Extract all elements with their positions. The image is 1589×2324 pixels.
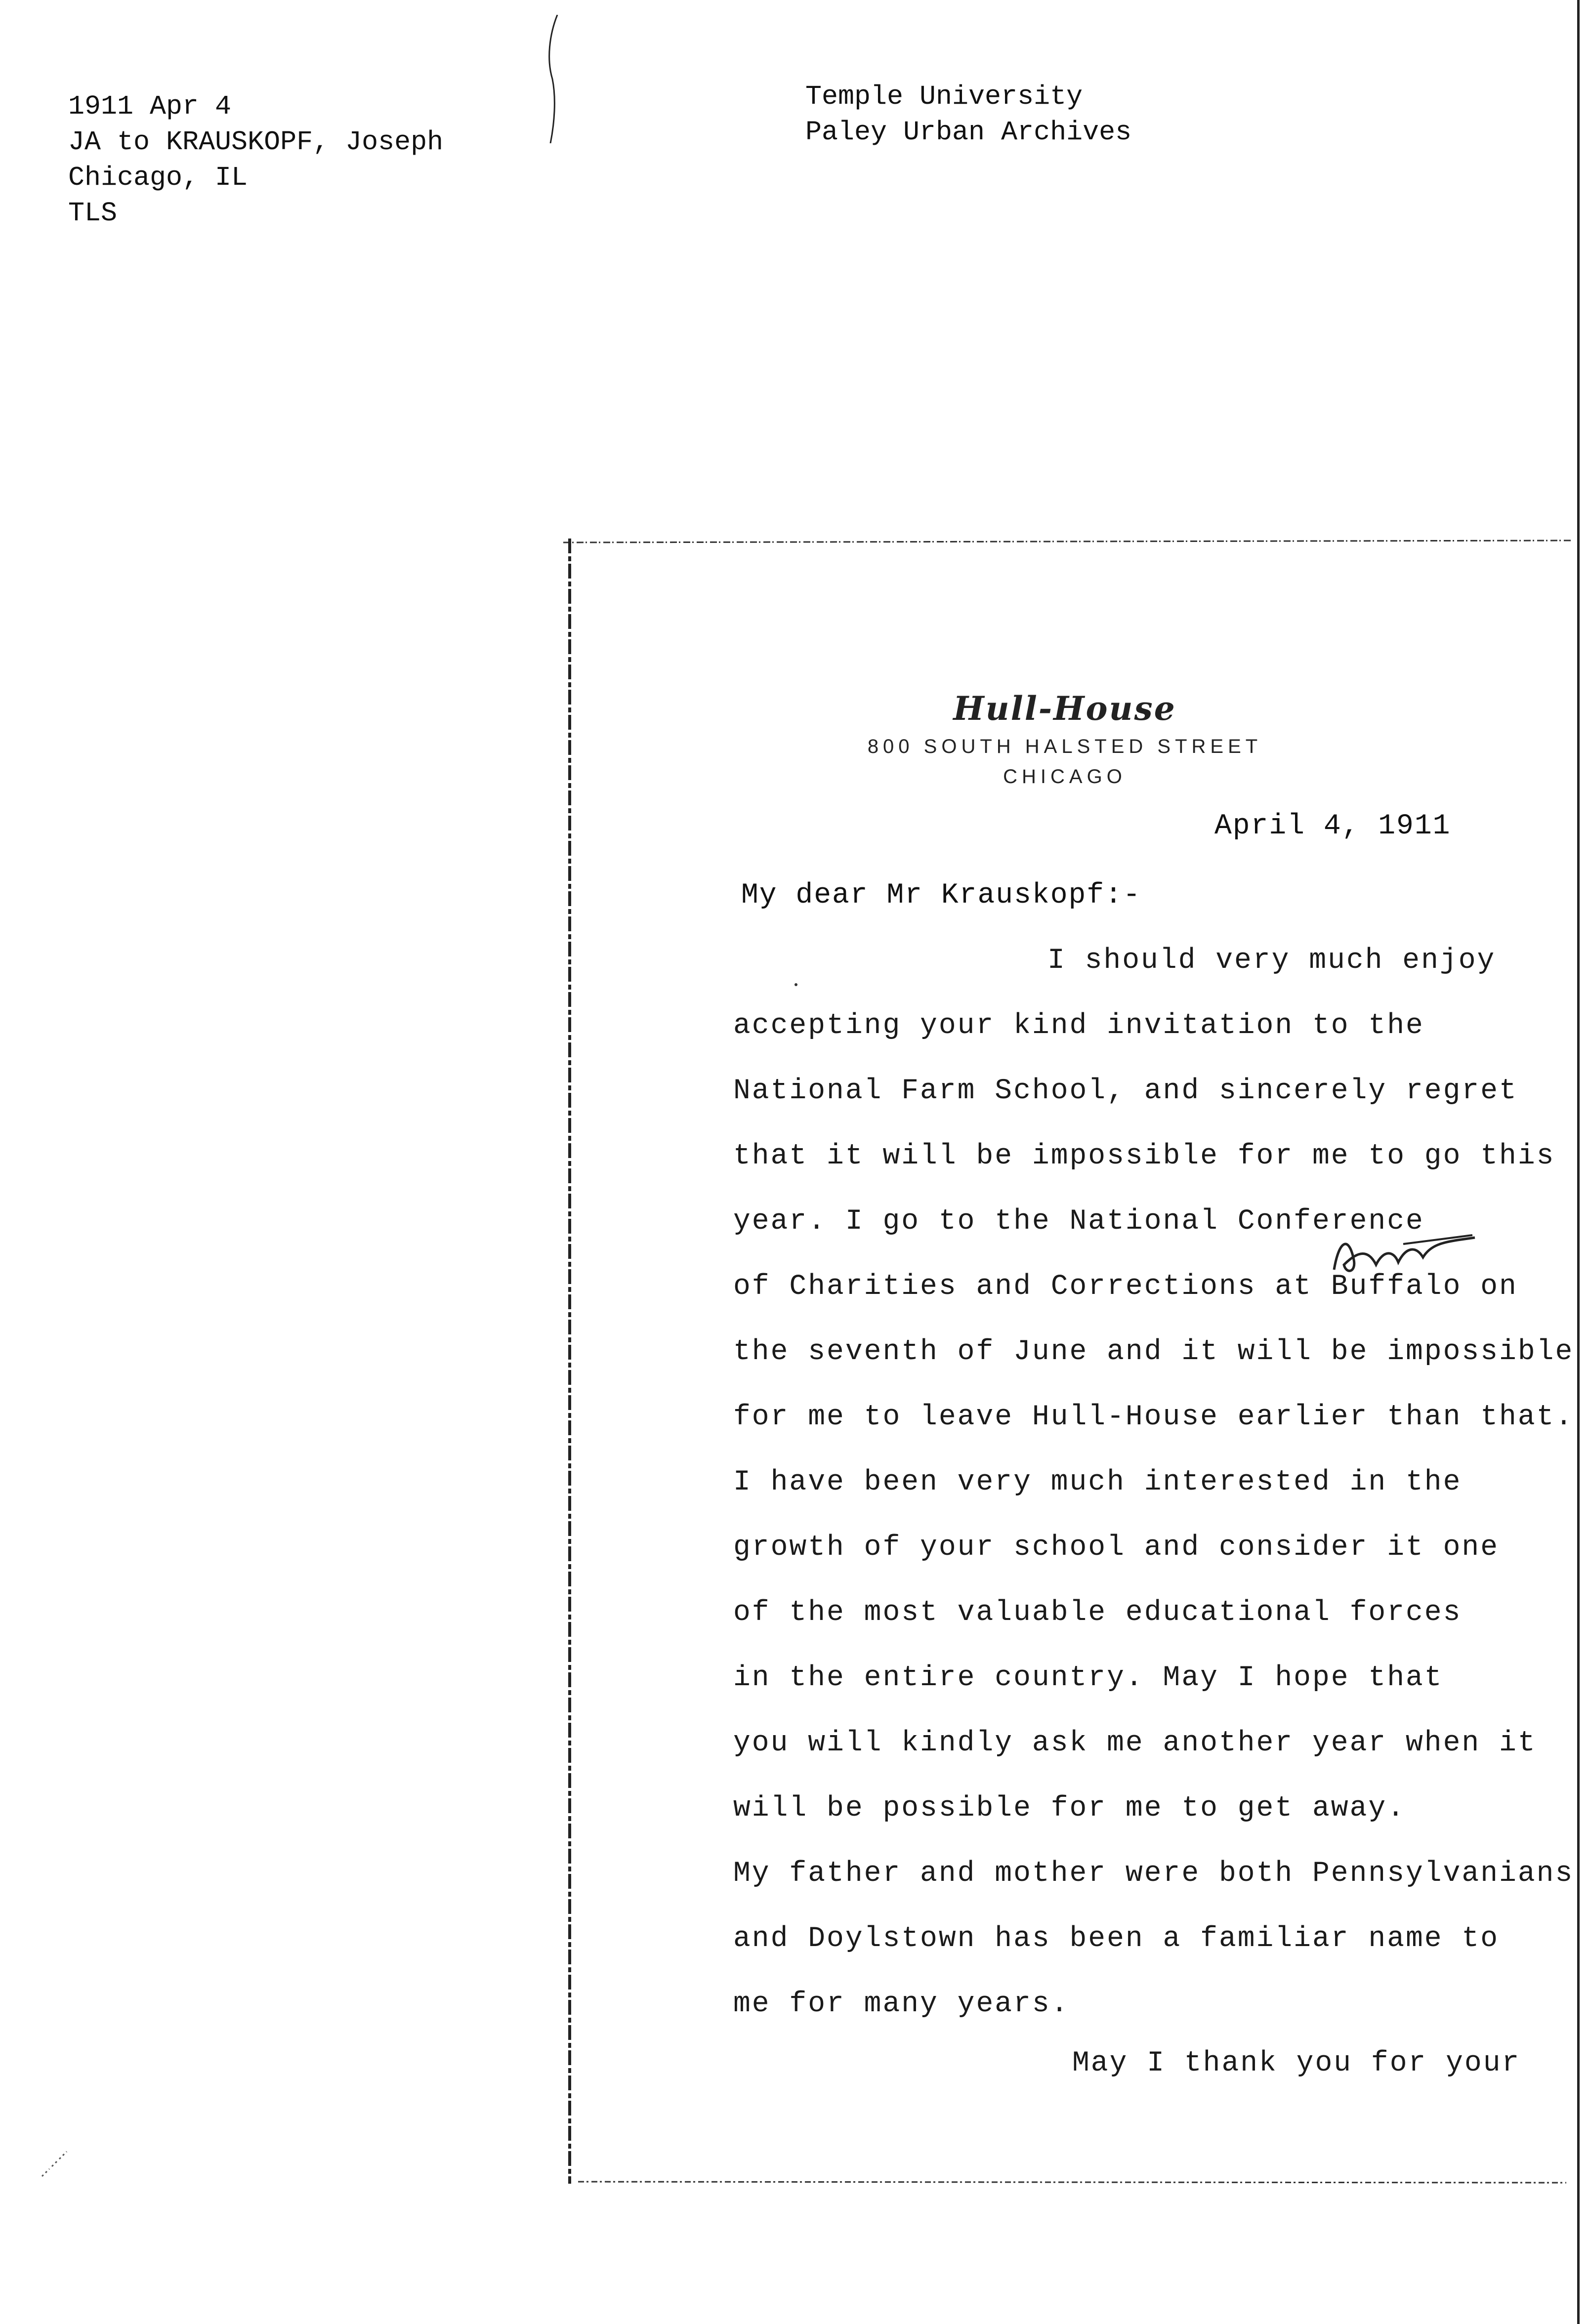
archive-correspondents: JA to KRAUSKOPF, Joseph — [68, 126, 444, 158]
body-line: you will kindly ask me another year when it — [733, 1727, 1537, 1759]
body-line: accepting your kind invitation to the — [733, 1010, 1424, 1042]
paper-crease-mark — [544, 15, 563, 143]
archive-date: 1911 Apr 4 — [68, 91, 232, 122]
body-line: growth of your school and consider it one — [733, 1532, 1500, 1564]
salutation: My dear Mr Krauskopf:- — [741, 879, 1141, 912]
body-line: My father and mother were both Pennsylvanians — [733, 1858, 1574, 1890]
body-line: year. I go to the National Conference — [733, 1205, 1424, 1238]
body-line: I should very much enjoy — [1047, 945, 1496, 977]
archive-type: TLS — [68, 198, 118, 229]
stray-pen-mark — [40, 2149, 69, 2179]
letterhead-city: CHICAGO — [1003, 766, 1127, 788]
body-line: the seventh of June and it will be impossible — [733, 1336, 1574, 1368]
body-line: National Farm School, and sincerely regret — [733, 1075, 1518, 1107]
body-line: for me to leave Hull-House earlier than that. — [733, 1401, 1574, 1433]
body-line: in the entire country. May I hope that — [733, 1662, 1443, 1694]
body-line: me for many years. — [733, 1988, 1070, 2020]
letterhead-street: 800 SOUTH HALSTED STREET — [867, 736, 1262, 757]
repository-archive: Paley Urban Archives — [805, 117, 1132, 148]
body-line: of the most valuable educational forces — [733, 1597, 1462, 1629]
ink-dot — [794, 983, 797, 986]
body-line: and Doylstown has been a familiar name to — [733, 1923, 1500, 1955]
body-line: I have been very much interested in the — [733, 1466, 1462, 1498]
sheet-bottom-edge — [578, 2179, 1566, 2186]
handwritten-insertion — [1329, 1230, 1477, 1280]
body-line: May I thank you for your — [1072, 2047, 1521, 2079]
repository-university: Temple University — [805, 81, 1083, 112]
body-line: that it will be impossible for me to go this — [733, 1140, 1555, 1172]
letterhead-name: Hull-House — [953, 689, 1176, 728]
archive-label — [68, 89, 443, 231]
archive-place: Chicago, IL — [68, 162, 248, 193]
letterhead — [781, 689, 1349, 788]
sheet-top-edge — [563, 539, 1571, 545]
repository-label — [805, 79, 1131, 150]
sheet-left-edge — [563, 539, 576, 2184]
body-line: of Charities and Corrections at Buffalo on — [733, 1271, 1518, 1303]
body-line: will be possible for me to get away. — [733, 1792, 1406, 1825]
letter-date: April 4, 1911 — [1214, 810, 1451, 842]
